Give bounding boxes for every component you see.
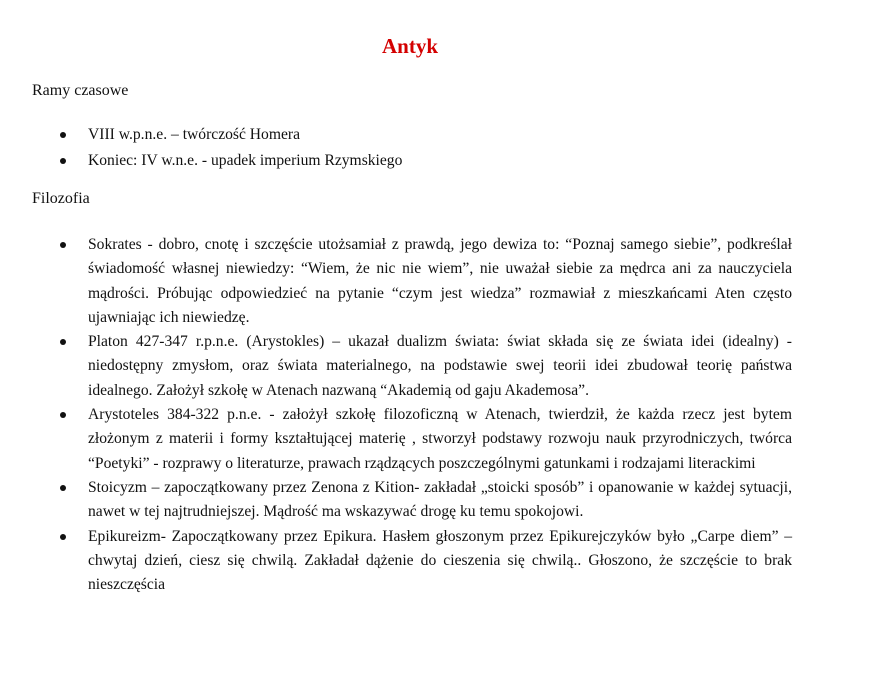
bullet-icon <box>60 339 66 345</box>
list-item-text: Sokrates - dobro, cnotę i szczęście utożsamiał z prawdą, jego dewiza to: “Poznaj samego siebie”, podkreślał świadomość własnej niewiedzy: “Wiem, że nic nie wiem”, nie uważał siebie za mędrca ani za nauczyciela mądrości. Próbując odpowiedzieć na pytanie “czym jest wiedza” rozmawiał z mieszkańcami Aten często ujawniając ich niewiedzę. <box>88 236 792 326</box>
list-item <box>60 148 792 174</box>
list-item <box>60 525 792 598</box>
list-item-text: Stoicyzm – zapoczątkowany przez Zenona z Kition- zakładał „stoicki sposób” i opanowanie w każdej sytuacji, nawet w tej najtrudniejszej. Mądrość ma wskazywać drogę ku temu spokojowi. <box>88 478 792 521</box>
list-item-text: Platon 427-347 r.p.n.e. (Arystokles) – ukazał dualizm świata: świat składa się ze świata idei (idealny) - niedostępny zmysłom, oraz świata materialnego, na podstawie swej teorii idei zbudował teorię państwa idealnego. Założył szkołę w Atenach nazwaną “Akademią od gaju Akademosa”. <box>88 333 792 399</box>
bullet-icon <box>60 534 66 540</box>
list-item-text: Koniec: IV w.n.e. - upadek imperium Rzymskiego <box>88 152 403 169</box>
document-title: Antyk <box>381 34 439 58</box>
timeframe-list <box>60 122 792 174</box>
bullet-icon <box>60 485 66 491</box>
bullet-icon <box>60 412 66 418</box>
bullet-icon <box>60 132 66 138</box>
list-item-text: VIII w.p.n.e. – twórczość Homera <box>88 126 301 143</box>
list-item <box>60 122 792 148</box>
list-item <box>60 330 792 403</box>
bullet-icon <box>60 158 66 164</box>
bullet-icon <box>60 242 66 248</box>
philosophy-list <box>60 233 792 597</box>
list-item-text: Epikureizm- Zapoczątkowany przez Epikura. Hasłem głoszonym przez Epikurejczyków było „Carpe diem” – chwytaj dzień, ciesz się chwilą. Zakładał dążenie do cieszenia się chwilą.. Głoszono, że szczęście to brak nieszczęścia <box>88 527 792 594</box>
section-heading-timeframe: Ramy czasowe <box>32 82 129 99</box>
section-heading-philosophy: Filozofia <box>32 190 90 207</box>
list-item <box>60 403 792 476</box>
list-item <box>60 476 792 525</box>
list-item-text: Arystoteles 384-322 p.n.e. - założył szkołę filozoficzną w Atenach, twierdził, że każda rzecz jest bytem złożonym z materii i formy kształtującej materię , stworzył podstawy rozwoju nauk przyrodniczych, twórca “Poetyki” - rozprawy o literaturze, prawach rządzących poszczególnymi gatunkami i rodzajami literackimi <box>88 406 792 472</box>
list-item <box>60 233 792 330</box>
